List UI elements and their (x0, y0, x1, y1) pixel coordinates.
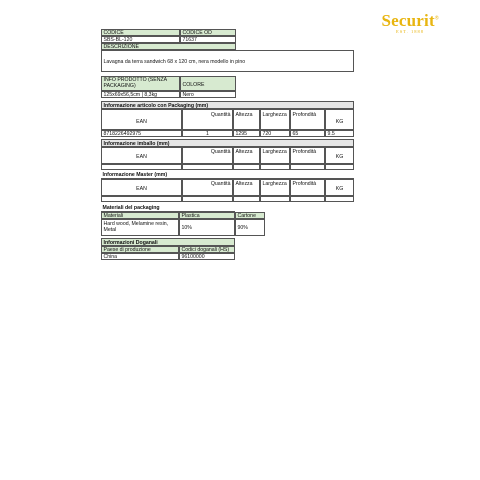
master-empty-larghezza (260, 196, 290, 202)
codice-od-value: 71637 (180, 36, 236, 43)
descrizione-value: Lavagna da terra sandwich 68 x 120 cm, nera modello in pino (101, 50, 354, 72)
doganali-title: Informazioni Doganali (101, 238, 235, 246)
logo-wordmark: Securit (381, 11, 435, 30)
imballo-header-altezza: Altezza (233, 147, 260, 164)
master-empty-quantita (182, 196, 233, 202)
imballo-header-larghezza: Larghezza (260, 147, 290, 164)
packaging-ean: 8718226492975 (101, 130, 182, 137)
info-prodotto-value: 125x69x56,5cm | 8,3kg (101, 91, 180, 98)
materiali-header-cartone: Cartone (235, 212, 265, 219)
materiali-plastica-value: 10% (179, 219, 235, 236)
materiali-header-plastica: Plastica (179, 212, 235, 219)
codice-od-label: CODICE OD (180, 29, 236, 36)
master-empty-profondita (290, 196, 325, 202)
materiali-header-materiali: Materiali (101, 212, 179, 219)
master-header-larghezza: Larghezza (260, 179, 290, 196)
logo-registered-mark: ® (434, 15, 439, 22)
securit-logo (360, 11, 460, 34)
packaging-header-kg: KG (325, 109, 354, 130)
imballo-header-quantita: Quantità (182, 147, 233, 164)
doganali-header-paese: Paese di produzione (101, 246, 179, 253)
master-header-kg: KG (325, 179, 354, 196)
master-header-ean: EAN (101, 179, 182, 196)
materiali-title: Materiali del packaging (101, 204, 235, 212)
master-empty-ean (101, 196, 182, 202)
imballo-empty-ean (101, 164, 182, 170)
imballo-title: Informazione imballo (mm) (101, 139, 354, 147)
imballo-header-kg: KG (325, 147, 354, 164)
codice-label: CODICE (101, 29, 180, 36)
packaging-larghezza: 720 (260, 130, 290, 137)
packaging-profondita: 65 (290, 130, 325, 137)
packaging-header-profondita: Profondità (290, 109, 325, 130)
info-prodotto-label: INFO PRODOTTO (SENZA PACKAGING) (101, 76, 180, 91)
master-empty-altezza (233, 196, 260, 202)
imballo-empty-altezza (233, 164, 260, 170)
colore-value: Nero (180, 91, 236, 98)
packaging-quantita: 1 (182, 130, 233, 137)
codice-value: SBS-BL-120 (101, 36, 180, 43)
packaging-header-quantita: Quantità (182, 109, 233, 130)
packaging-altezza: 1295 (233, 130, 260, 137)
master-header-altezza: Altezza (233, 179, 260, 196)
logo-established: EST. 1888 (396, 29, 424, 34)
packaging-header-ean: EAN (101, 109, 182, 130)
packaging-title: Informazione articolo con Packaging (mm) (101, 101, 354, 109)
imballo-empty-profondita (290, 164, 325, 170)
master-header-profondita: Profondità (290, 179, 325, 196)
packaging-kg: 9.5 (325, 130, 354, 137)
descrizione-label: DESCRIZIONE (101, 43, 236, 50)
imballo-header-profondita: Profondità (290, 147, 325, 164)
imballo-header-ean: EAN (101, 147, 182, 164)
doganali-header-codici: Codici doganali (HS) (179, 246, 235, 253)
materiali-value: Hard wood, Melamine resin, Metal (101, 219, 179, 236)
imballo-empty-kg (325, 164, 354, 170)
master-header-quantita: Quantità (182, 179, 233, 196)
packaging-header-altezza: Altezza (233, 109, 260, 130)
colore-label: COLORE (180, 76, 236, 91)
imballo-empty-larghezza (260, 164, 290, 170)
materiali-cartone-value: 90% (235, 219, 265, 236)
packaging-header-larghezza: Larghezza (260, 109, 290, 130)
master-empty-kg (325, 196, 354, 202)
doganali-codici-value: 96100000 (179, 253, 235, 260)
imballo-empty-quantita (182, 164, 233, 170)
doganali-paese-value: China (101, 253, 179, 260)
master-title: Informazione Master (mm) (101, 171, 354, 179)
